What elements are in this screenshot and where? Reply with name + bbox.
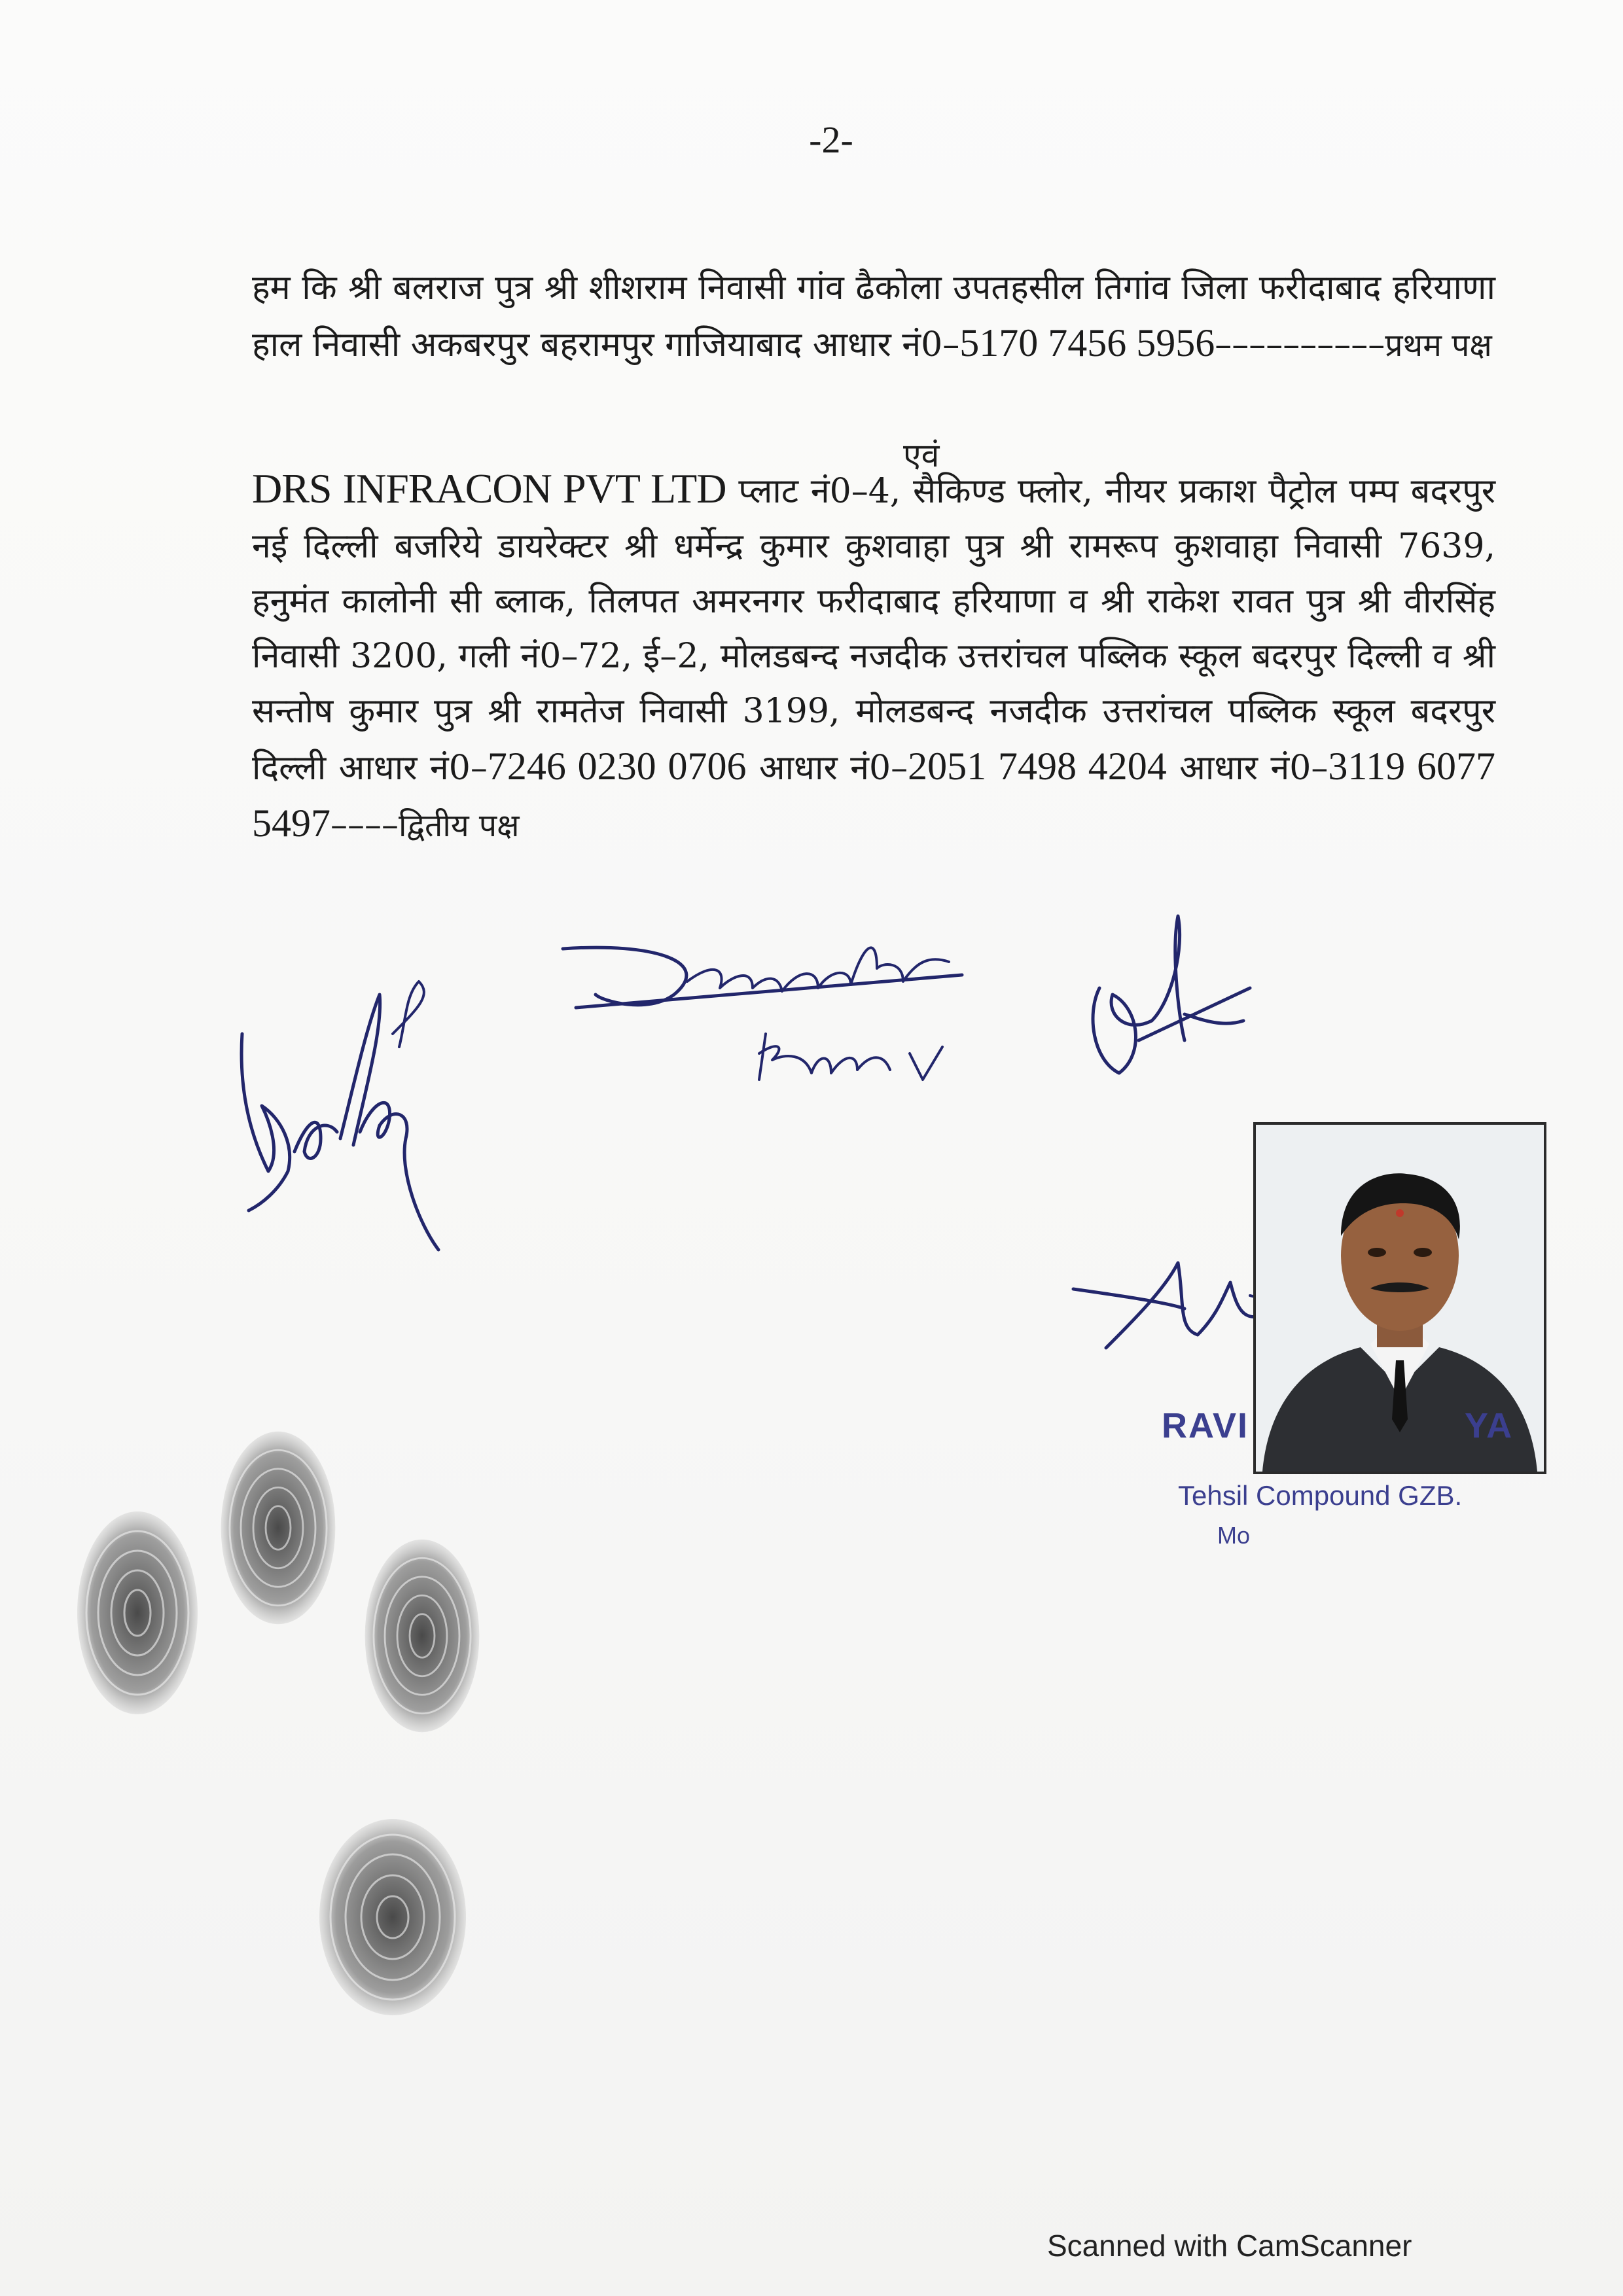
scanner-watermark: Scanned with CamScanner xyxy=(1047,2229,1412,2263)
aadhaar-label-2: आधार नं0– xyxy=(746,749,908,788)
aadhaar-number-2: 2051 7498 4204 xyxy=(908,745,1167,788)
first-party-aadhaar: 5170 7456 5956 xyxy=(959,321,1215,364)
stamp-name-end: YA xyxy=(1465,1406,1514,1445)
aadhaar-number-3: 3119 6077 5497 xyxy=(252,745,1495,845)
thumb-impression-3 xyxy=(360,1531,484,1740)
signature-balraj xyxy=(223,955,497,1269)
stamp-name xyxy=(1162,1405,1513,1446)
thumb-impression-4 xyxy=(314,1812,471,2022)
stamp-address: Tehsil Compound GZB. xyxy=(1178,1480,1463,1511)
conjunction-evam: एवं xyxy=(903,436,940,474)
stamp-place: Mo xyxy=(1217,1522,1251,1549)
signature-third-party xyxy=(1073,910,1257,1093)
thumb-impression-1 xyxy=(72,1505,203,1721)
first-party-paragraph xyxy=(252,260,1495,373)
aadhaar-label-3: आधार नं0– xyxy=(1166,749,1329,788)
aadhaar-number-1: 7246 0230 0706 xyxy=(487,745,747,788)
thumb-impression-2 xyxy=(216,1420,340,1636)
second-party-text: प्लाट नं0–4, सैकिण्ड फ्लोर, नीयर प्रकाश पैट्रोल पम्प बदरपुर नई दिल्ली बजरिये डायरेक्टर श्री धर्मेन्द्र कुमार कुशवाहा पुत्र श्री रामरूप कुशवाहा निवासी 7639, हनुमंत कालोनी सी ब्लाक, तिलपत अमरनगर फरीदाबाद हरियाणा व श्री राकेश रावत पुत्र श्री वीरसिंह निवासी 3200, गली नं0–72, ई–2, मोलडबन्द नजदीक उत्तरांचल पब्लिक स्कूल बदरपुर दिल्ली व श्री सन्तोष कुमार पुत्र श्री रामतेज निवासी 3199, मोलडबन्द नजदीक उत्तरांचल पब्लिक स्कूल बदरपुर दिल्ली आधार नं0– xyxy=(252,472,1496,788)
second-party-paragraph xyxy=(252,461,1495,853)
page-number: -2- xyxy=(809,118,853,161)
stamp-name-start: RAVI xyxy=(1162,1406,1249,1445)
first-party-label: प्रथम पक्ष xyxy=(1385,327,1492,364)
signature-dharmendra xyxy=(556,923,975,1093)
second-party-label: द्वितीय पक्ष xyxy=(399,807,520,844)
company-name: DRS INFRACON PVT LTD xyxy=(252,465,726,512)
second-party-dashes: –––– xyxy=(330,805,399,845)
first-party-dashes: –––––––––– xyxy=(1215,325,1385,364)
first-party-text: हम कि श्री बलराज पुत्र श्री शीशराम निवासी गांव ढैकोला उपतहसील तिगांव जिला फरीदाबाद हरियाणा हाल निवासी अकबरपुर बहरामपुर गाजियाबाद आधार नं0– xyxy=(252,268,1495,364)
